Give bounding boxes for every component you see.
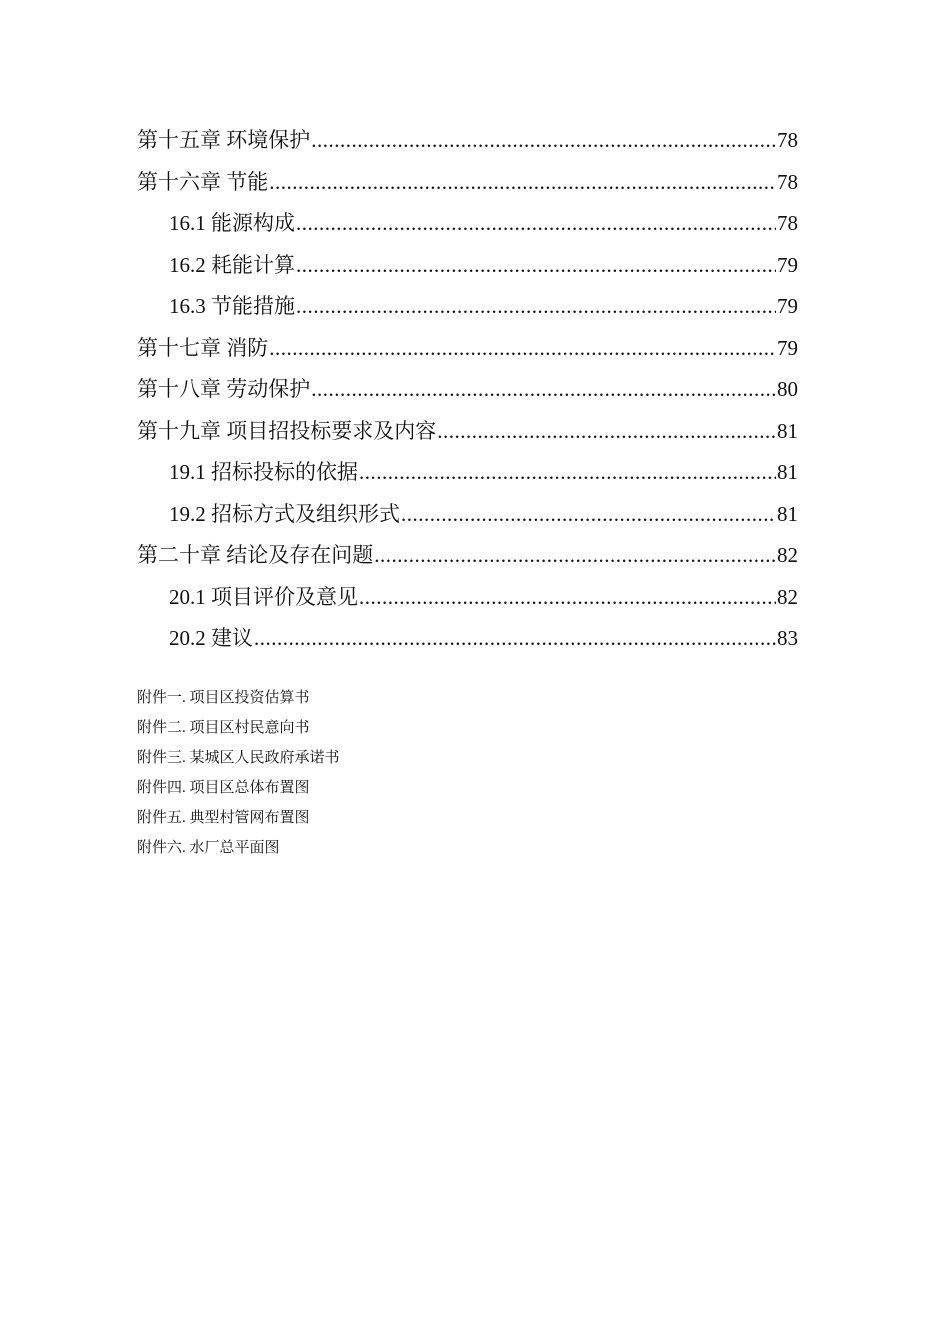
toc-page-number: 78 [777,128,798,152]
toc-dot-leader [296,286,776,328]
toc-entry-title: 第十九章 项目招投标要求及内容 [137,418,437,443]
toc-page-number: 79 [777,335,798,360]
appendix-item: 附件二. 项目区村民意向书 [137,720,310,736]
toc-page-number: 83 [777,626,798,650]
toc-entry[interactable] [137,162,798,204]
toc-subentry[interactable] [137,286,798,328]
toc-dot-leader [311,120,776,162]
toc-subentry[interactable] [137,577,798,619]
toc-dot-leader [254,618,776,660]
toc-entry-title: 第十五章 环境保护 [137,128,311,152]
toc-page-number: 81 [777,501,798,526]
toc-entry-title: 19.1 招标投标的依据 [169,460,358,484]
toc-dot-leader [296,245,776,287]
toc-entry[interactable] [137,535,798,577]
toc-dot-leader [269,162,776,204]
toc-subentry[interactable] [137,245,798,287]
appendix-item: 附件五. 典型村管网布置图 [137,810,310,826]
appendix-item: 附件一. 项目区投资估算书 [137,690,310,706]
toc-subentry[interactable] [137,494,798,536]
toc-page-number: 81 [777,418,798,443]
toc-entry-title: 19.2 招标方式及组织形式 [169,501,400,526]
toc-subentry[interactable] [137,618,798,660]
toc-entry[interactable] [137,411,798,453]
toc-entry-title: 第十六章 节能 [137,169,269,194]
toc-entry-title: 20.2 建议 [169,626,253,650]
toc-page-number: 80 [777,377,798,401]
toc-page-number: 78 [777,211,798,235]
toc-dot-leader [374,535,776,577]
toc-page-number: 82 [777,543,798,567]
appendix-item: 附件四. 项目区总体布置图 [137,780,310,796]
appendix-item: 附件六. 水厂总平面图 [137,840,280,856]
toc-dot-leader [359,577,776,619]
table-of-contents [137,120,798,660]
toc-entry-title: 第十七章 消防 [137,335,269,360]
toc-page-number: 82 [777,584,798,609]
toc-page-number: 78 [777,169,798,194]
toc-page-number: 79 [777,294,798,318]
toc-entry[interactable] [137,328,798,370]
toc-subentry[interactable] [137,452,798,494]
toc-entry-title: 第十八章 劳动保护 [137,377,311,401]
toc-dot-leader [296,203,776,245]
toc-subentry[interactable] [137,203,798,245]
toc-page-number: 81 [777,460,798,484]
toc-dot-leader [437,411,776,453]
toc-dot-leader [311,369,776,411]
toc-entry[interactable] [137,369,798,411]
toc-entry-title: 20.1 项目评价及意见 [169,584,358,609]
toc-dot-leader [269,328,776,370]
toc-page-number: 79 [777,252,798,277]
toc-entry-title: 16.3 节能措施 [169,294,295,318]
toc-entry[interactable] [137,120,798,162]
toc-entry-title: 16.1 能源构成 [169,211,295,235]
toc-dot-leader [359,452,776,494]
toc-entry-title: 第二十章 结论及存在问题 [137,543,374,567]
appendix-list [137,683,637,863]
appendix-item: 附件三. 某城区人民政府承诺书 [137,750,340,766]
toc-dot-leader [401,494,776,536]
toc-entry-title: 16.2 耗能计算 [169,252,295,277]
